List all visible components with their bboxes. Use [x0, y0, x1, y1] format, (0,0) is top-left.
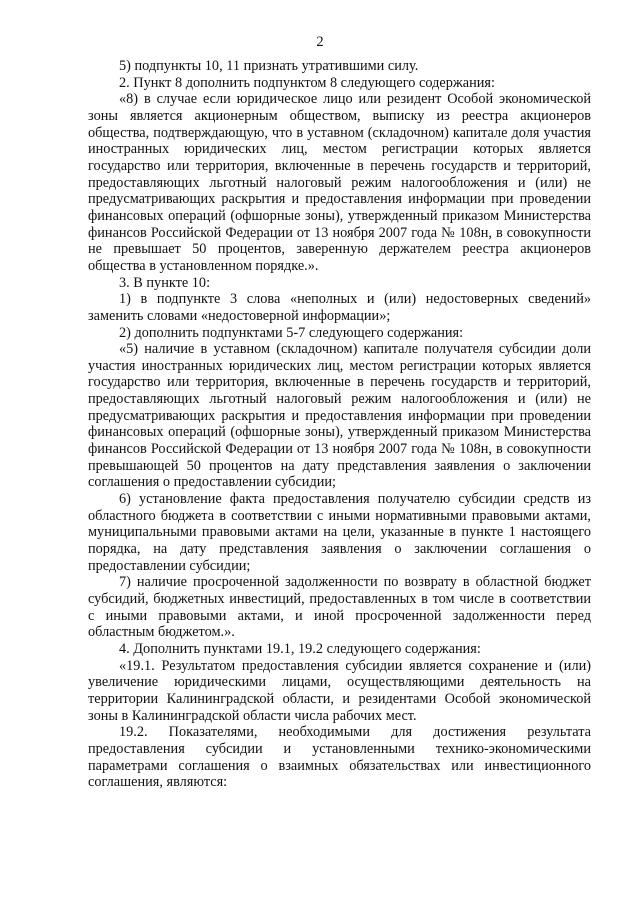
paragraph: «19.1. Результатом предоставления субсидии является сохранение и (или) увеличение юридическими лицами, осуществляющими деятельность на территории Калининградской области, и резидентами Особой экономической зоны в Калининградской области числа рабочих мест. — [88, 657, 591, 724]
document-body — [88, 58, 591, 791]
paragraph: 3. В пункте 10: — [119, 274, 211, 291]
paragraph: 7) наличие просроченной задолженности по возврату в областной бюджет субсидий, бюджетных инвестиций, предоставленных в том числе в соответствии с иными правовыми актами, и иной просроченной задолженности перед областным бюджетом.». — [88, 574, 591, 641]
paragraph: 2. Пункт 8 дополнить подпунктом 8 следующего содержания: — [119, 74, 495, 91]
paragraph: «8) в случае если юридическое лицо или резидент Особой экономической зоны является акционерным обществом, выписку из реестра акционеров общества, подтверждающую, что в уставном (складочном) капитале доля участия иностранных юридических лиц, местом регистрации которых является государство или территория, включенные в перечень государств и территорий, предоставляющих льготный налоговый режим налогообложения и (или) не предусматривающих раскрытия и предоставления информации при проведении финансовых операций (офшорные зоны), утвержденный приказом Министерства финансов Российской Федерации от 13 ноября 2007 года № 108н, в совокупности не превышает 50 процентов, заверенную держателем реестра акционеров общества в установленном порядке.». — [88, 91, 591, 274]
paragraph: «5) наличие в уставном (складочном) капитале получателя субсидии доли участия иностранных юридических лиц, местом регистрации которых является государство или территория, включенные в перечень государств и территорий, предоставляющих льготный налоговый режим налогообложения и (или) не предусматривающих раскрытия и предоставления информации при проведении финансовых операций (офшорные зоны), утвержденный приказом Министерства финансов Российской Федерации от 13 ноября 2007 года № 108н, в совокупности превышающей 50 процентов на дату представления заявления о заключении соглашения о предоставлении субсидии; — [88, 341, 591, 491]
paragraph: 2) дополнить подпунктами 5-7 следующего содержания: — [119, 324, 464, 341]
paragraph: 1) в подпункте 3 слова «неполных и (или) недостоверных сведений» заменить словами «недостоверной информации»; — [88, 291, 591, 324]
paragraph: 6) установление факта предоставления получателю субсидии средств из областного бюджета в соответствии с иными нормативными правовыми актами, муниципальными правовыми актами на цели, указанные в пункте 1 настоящего порядка, на дату представления заявления о заключении соглашения о предоставлении субсидии; — [88, 491, 591, 574]
paragraph: 4. Дополнить пунктами 19.1, 19.2 следующего содержания: — [119, 640, 481, 657]
page-number: 2 — [316, 34, 324, 50]
paragraph: 19.2. Показателями, необходимыми для достижения результата предоставления субсидии и установленными технико-экономическими параметрами соглашения о взаимных обязательствах или инвестиционного соглашения, являются: — [88, 724, 591, 791]
paragraph: 5) подпункты 10, 11 признать утратившими силу. — [119, 58, 419, 74]
